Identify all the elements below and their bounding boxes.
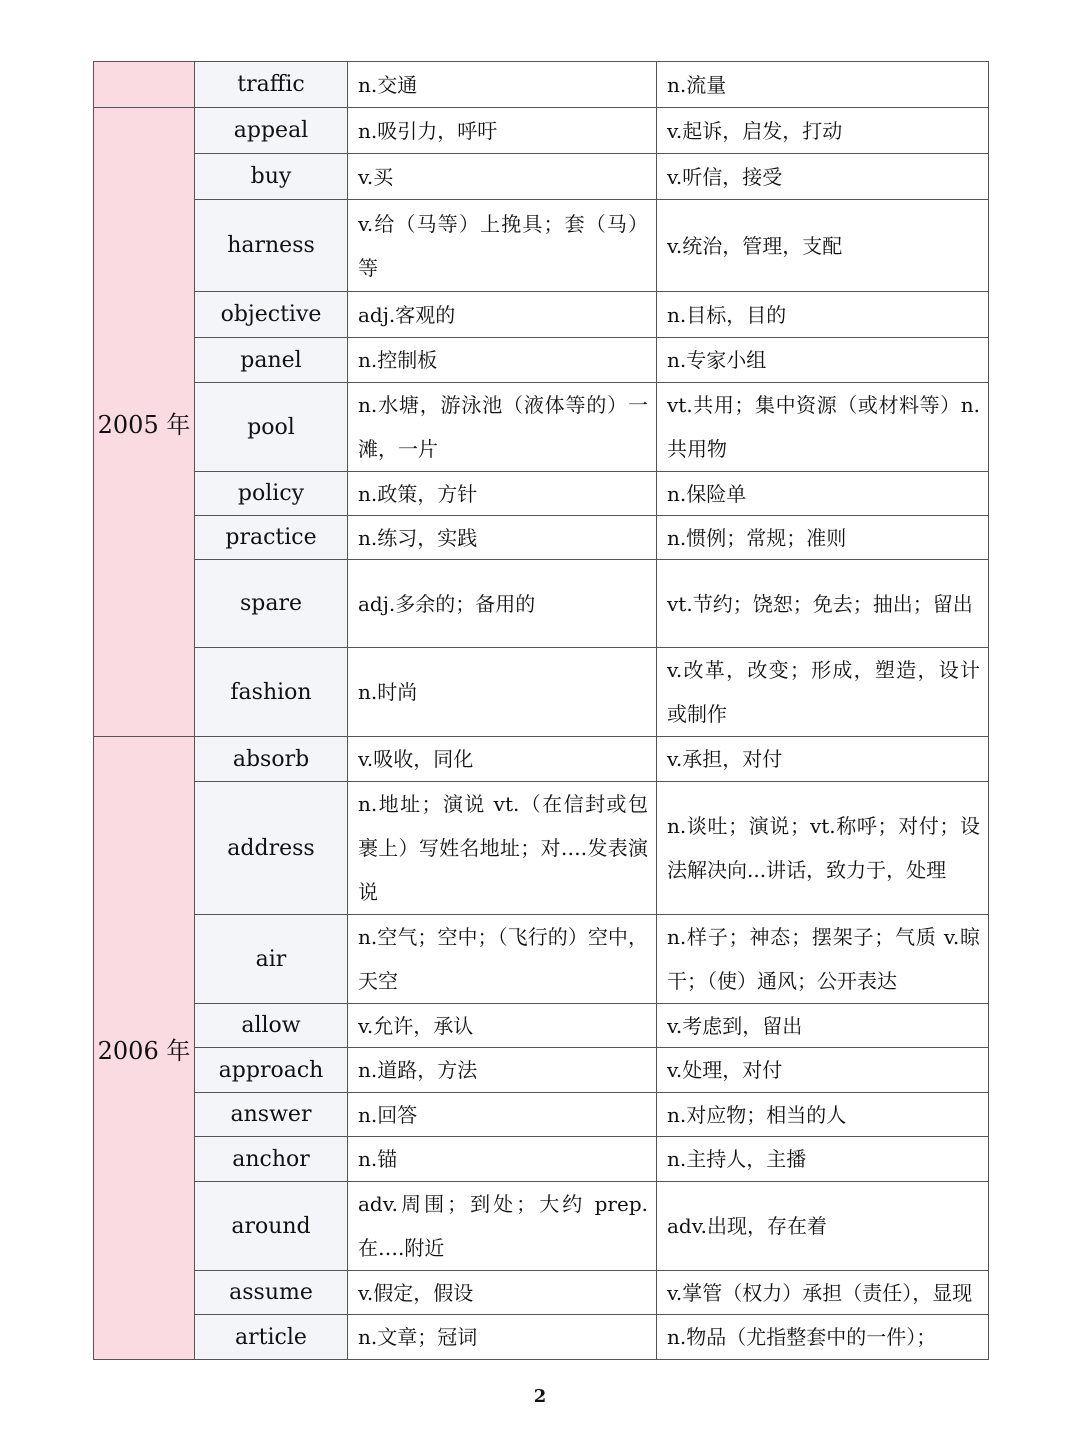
meaning-common-cell: n.文章；冠词 — [348, 1315, 657, 1360]
meaning-common-cell: n.空气；空中；（飞行的）空中，天空 — [348, 915, 657, 1004]
meaning-common-cell: n.政策，方针 — [348, 472, 657, 516]
meaning-common-cell: n.道路，方法 — [348, 1048, 657, 1093]
word-cell: assume — [195, 1271, 348, 1315]
word-cell: around — [195, 1182, 348, 1271]
meaning-special-cell: v.掌管（权力）承担（责任），显现 — [657, 1271, 989, 1315]
table-row — [94, 292, 989, 338]
meaning-common-cell: n.地址；演说 vt.（在信封或包裹上）写姓名地址；对….发表演说 — [348, 782, 657, 915]
meaning-special-cell: n.流量 — [657, 62, 989, 108]
vocabulary-table — [93, 61, 989, 1360]
meaning-common-cell: v.假定，假设 — [348, 1271, 657, 1315]
table-row — [94, 1004, 989, 1048]
table-row — [94, 1048, 989, 1093]
table-row — [94, 1137, 989, 1182]
word-cell: objective — [195, 292, 348, 338]
year-cell-2006: 2006 年 — [94, 737, 195, 1360]
word-cell: appeal — [195, 108, 348, 154]
word-cell: anchor — [195, 1137, 348, 1182]
table-row — [94, 737, 989, 782]
meaning-common-cell: v.买 — [348, 154, 657, 200]
meaning-common-cell: n.时尚 — [348, 648, 657, 737]
meaning-special-cell: n.样子；神态；摆架子；气质 v.晾干；（使）通风；公开表达 — [657, 915, 989, 1004]
word-cell: absorb — [195, 737, 348, 782]
table-row — [94, 1271, 989, 1315]
meaning-common-cell: adj.多余的；备用的 — [348, 560, 657, 648]
table-row — [94, 915, 989, 1004]
word-cell: approach — [195, 1048, 348, 1093]
table-row — [94, 200, 989, 292]
meaning-common-cell: n.控制板 — [348, 338, 657, 383]
table-row — [94, 472, 989, 516]
meaning-special-cell: n.保险单 — [657, 472, 989, 516]
meaning-special-cell: v.承担，对付 — [657, 737, 989, 782]
table-row — [94, 648, 989, 737]
meaning-special-cell: v.处理，对付 — [657, 1048, 989, 1093]
meaning-common-cell: n.回答 — [348, 1093, 657, 1137]
meaning-common-cell: n.锚 — [348, 1137, 657, 1182]
meaning-special-cell: v.考虑到，留出 — [657, 1004, 989, 1048]
table-row — [94, 1093, 989, 1137]
meaning-special-cell: n.惯例；常规；准则 — [657, 516, 989, 560]
meaning-special-cell: vt.共用；集中资源（或材料等）n.共用物 — [657, 383, 989, 472]
table-row — [94, 560, 989, 648]
word-cell: air — [195, 915, 348, 1004]
meaning-special-cell: n.对应物；相当的人 — [657, 1093, 989, 1137]
word-cell: harness — [195, 200, 348, 292]
meaning-common-cell: n.交通 — [348, 62, 657, 108]
meaning-special-cell: adv.出现，存在着 — [657, 1182, 989, 1271]
word-cell: traffic — [195, 62, 348, 108]
word-cell: fashion — [195, 648, 348, 737]
meaning-common-cell: n.练习，实践 — [348, 516, 657, 560]
table-row — [94, 154, 989, 200]
word-cell: buy — [195, 154, 348, 200]
word-cell: practice — [195, 516, 348, 560]
word-cell: panel — [195, 338, 348, 383]
word-cell: address — [195, 782, 348, 915]
meaning-common-cell: adv.周围；到处；大约 prep.在….附近 — [348, 1182, 657, 1271]
meaning-special-cell: n.物品（尤指整套中的一件）； — [657, 1315, 989, 1360]
meaning-special-cell: vt.节约；饶恕；免去；抽出；留出 — [657, 560, 989, 648]
word-cell: allow — [195, 1004, 348, 1048]
meaning-special-cell: n.专家小组 — [657, 338, 989, 383]
meaning-common-cell: n.吸引力，呼吁 — [348, 108, 657, 154]
meaning-special-cell: n.目标，目的 — [657, 292, 989, 338]
meaning-special-cell: n.主持人，主播 — [657, 1137, 989, 1182]
word-cell: pool — [195, 383, 348, 472]
meaning-special-cell: v.听信，接受 — [657, 154, 989, 200]
word-cell: policy — [195, 472, 348, 516]
word-cell: article — [195, 1315, 348, 1360]
page-number: 2 — [533, 1386, 547, 1407]
meaning-common-cell: adj.客观的 — [348, 292, 657, 338]
meaning-common-cell: v.吸收，同化 — [348, 737, 657, 782]
table-row — [94, 108, 989, 154]
table-row — [94, 1315, 989, 1360]
meaning-common-cell: v.允许，承认 — [348, 1004, 657, 1048]
meaning-special-cell: v.改革，改变；形成，塑造，设计或制作 — [657, 648, 989, 737]
meaning-special-cell: v.统治，管理，支配 — [657, 200, 989, 292]
table-row — [94, 782, 989, 915]
meaning-common-cell: n.水塘，游泳池（液体等的）一滩，一片 — [348, 383, 657, 472]
word-cell: answer — [195, 1093, 348, 1137]
table-row — [94, 383, 989, 472]
table-row — [94, 1182, 989, 1271]
word-cell: spare — [195, 560, 348, 648]
year-cell-2004 — [94, 62, 195, 108]
year-cell-2005: 2005 年 — [94, 108, 195, 737]
table-row — [94, 338, 989, 383]
meaning-special-cell: n.谈吐；演说；vt.称呼；对付；设法解决向...讲话，致力于，处理 — [657, 782, 989, 915]
table-row — [94, 516, 989, 560]
meaning-common-cell: v.给（马等）上挽具；套（马）等 — [348, 200, 657, 292]
meaning-special-cell: v.起诉，启发，打动 — [657, 108, 989, 154]
table-row — [94, 62, 989, 108]
